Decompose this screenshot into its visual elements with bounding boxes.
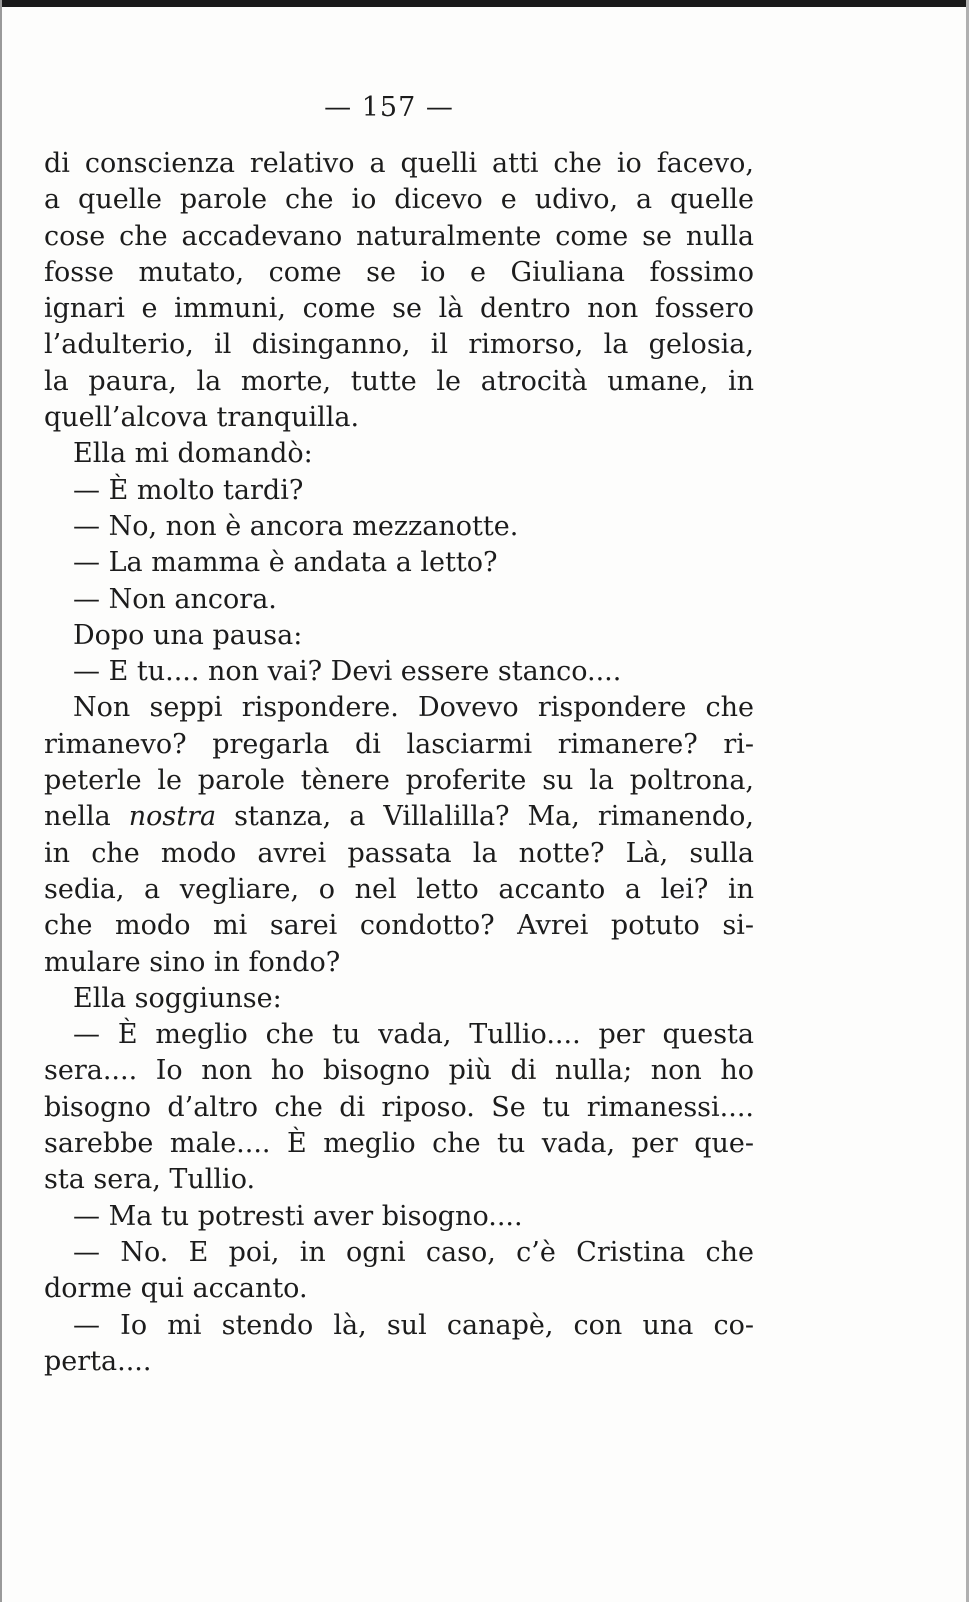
text-line: in che modo avrei passata la notte? Là, sulla [44,837,754,869]
text-line: ignari e immuni, come se là dentro non fossero [44,293,754,325]
text-line: che modo mi sarei condotto? Avrei potuto si- [44,910,754,942]
text-line: perta.... [44,1345,152,1377]
text-segment: nella [44,801,129,833]
text-line: — E tu.... non vai? Devi essere stanco.... [73,656,622,688]
text-line [44,799,754,835]
text-line: quell’alcova tranquilla. [44,402,360,434]
text-line: — La mamma è andata a letto? [73,547,498,579]
text-line: Non seppi rispondere. Dovevo rispondere che [73,692,754,724]
text-line: — No. E poi, in ogni caso, c’è Cristina che [73,1236,754,1268]
text-line: cose che accadevano naturalmente come se nulla [44,220,754,252]
text-line: l’adulterio, il disinganno, il rimorso, la gelosia, [44,329,754,361]
italic-word: nostra [128,801,217,833]
text-line: bisogno d’altro che di riposo. Se tu rimanessi.... [44,1091,754,1123]
text-line: Ella soggiunse: [73,982,282,1014]
text-line: dorme qui accanto. [44,1273,308,1305]
text-line: di conscienza relativo a quelli atti che io facevo, [44,148,754,179]
text-segment: stanza, a Villalilla? Ma, rimanendo, [216,801,754,833]
text-line: — No, non è ancora mezzanotte. [73,510,519,542]
text-line: rimanevo? pregarla di lasciarmi rimanere? ri- [44,728,754,760]
text-line: peterle le parole tènere proferite su la poltrona, [44,765,754,797]
text-line: a quelle parole che io dicevo e udivo, a quelle [44,184,754,216]
text-line: la paura, la morte, tutte le atrocità umane, in [44,365,754,397]
scan-left-edge [0,0,2,1602]
text-line: Ella mi domandò: [73,438,313,470]
text-line: — Non ancora. [73,583,277,615]
body-text [44,146,754,1380]
scan-top-edge [0,0,969,7]
text-line: — È meglio che tu vada, Tullio.... per questa [73,1019,754,1051]
page-number: — 157 — [324,92,454,123]
text-line: sta sera, Tullio. [44,1164,256,1196]
text-line: sedia, a vegliare, o nel letto accanto a lei? in [44,873,754,905]
text-line: mulare sino in fondo? [44,946,341,978]
text-line: sera.... Io non ho bisogno più di nulla; non ho [44,1055,754,1087]
text-line: — Ma tu potresti aver bisogno.... [73,1200,523,1232]
text-line: fosse mutato, come se io e Giuliana fossimo [44,256,754,288]
text-line: — È molto tardi? [73,474,304,506]
text-line: Dopo una pausa: [73,619,303,651]
text-line: sarebbe male.... È meglio che tu vada, per que- [44,1128,754,1160]
text-line: — Io mi stendo là, sul canapè, con una co- [73,1309,754,1341]
